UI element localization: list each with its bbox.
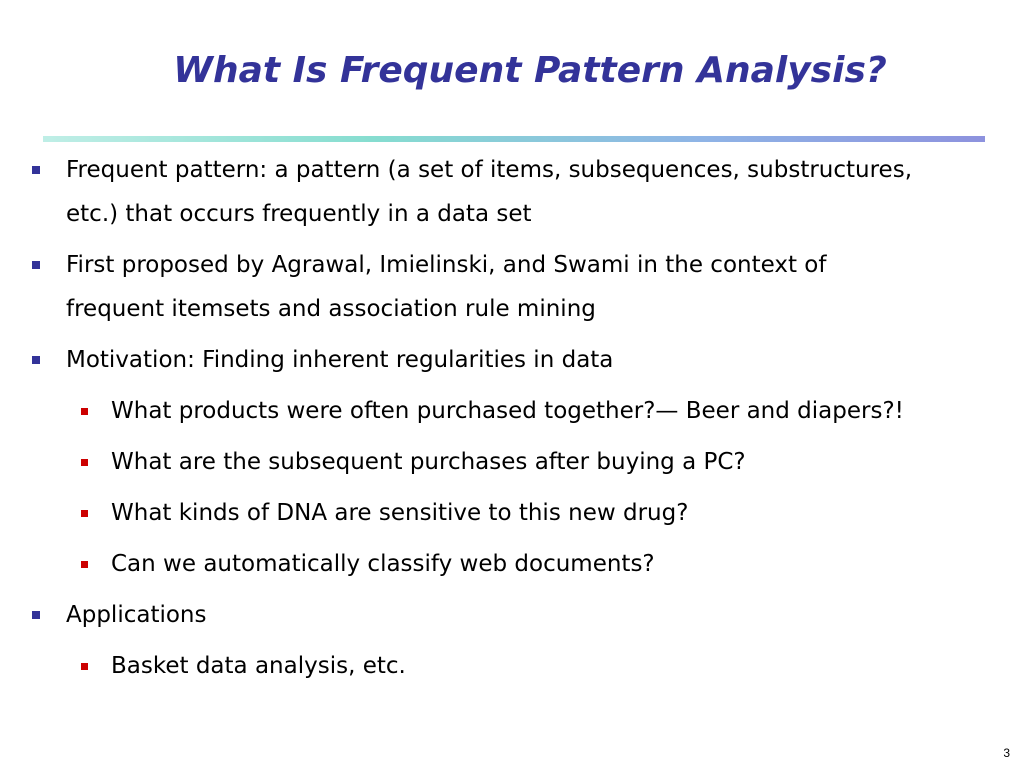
sub-bullet-item (111, 491, 1024, 535)
square-bullet-icon (32, 261, 40, 269)
square-bullet-icon (32, 166, 40, 174)
sub-bullet-text: What products were often purchased together?— Beer and diapers?! (111, 398, 904, 424)
square-bullet-icon (32, 356, 40, 364)
sub-bullet-item (111, 644, 1024, 688)
sub-bullet-text: What kinds of DNA are sensitive to this new drug? (111, 500, 689, 526)
sub-bullet-text: Can we automatically classify web documents? (111, 551, 655, 577)
sub-bullet-item (111, 440, 1024, 484)
sub-bullet-item (111, 542, 1024, 586)
bullet-text-line: frequent itemsets and association rule mining (66, 296, 596, 322)
bullet-item-motivation (66, 338, 1024, 382)
bullet-list (0, 148, 1024, 688)
bullet-item-applications (66, 593, 1024, 637)
bullet-text-line: Applications (66, 602, 207, 628)
slide-title: What Is Frequent Pattern Analysis? (173, 50, 887, 91)
square-bullet-icon (81, 663, 88, 670)
bullet-item-first-proposed (66, 243, 1024, 331)
square-bullet-icon (32, 611, 40, 619)
page-number: 3 (1003, 746, 1010, 760)
square-bullet-icon (81, 561, 88, 568)
title-underline (43, 136, 985, 142)
square-bullet-icon (81, 510, 88, 517)
square-bullet-icon (81, 408, 88, 415)
sub-bullet-text: What are the subsequent purchases after buying a PC? (111, 449, 746, 475)
bullet-text-line: Frequent pattern: a pattern (a set of items, subsequences, substructures, (66, 157, 913, 183)
sub-bullet-item (111, 389, 1024, 433)
sub-bullet-text: Basket data analysis, etc. (111, 653, 406, 679)
bullet-text-line: etc.) that occurs frequently in a data set (66, 201, 532, 227)
bullet-item-frequent-pattern (66, 148, 1024, 236)
square-bullet-icon (81, 459, 88, 466)
bullet-text-line: Motivation: Finding inherent regularities in data (66, 347, 614, 373)
bullet-text-line: First proposed by Agrawal, Imielinski, and Swami in the context of (66, 252, 827, 278)
